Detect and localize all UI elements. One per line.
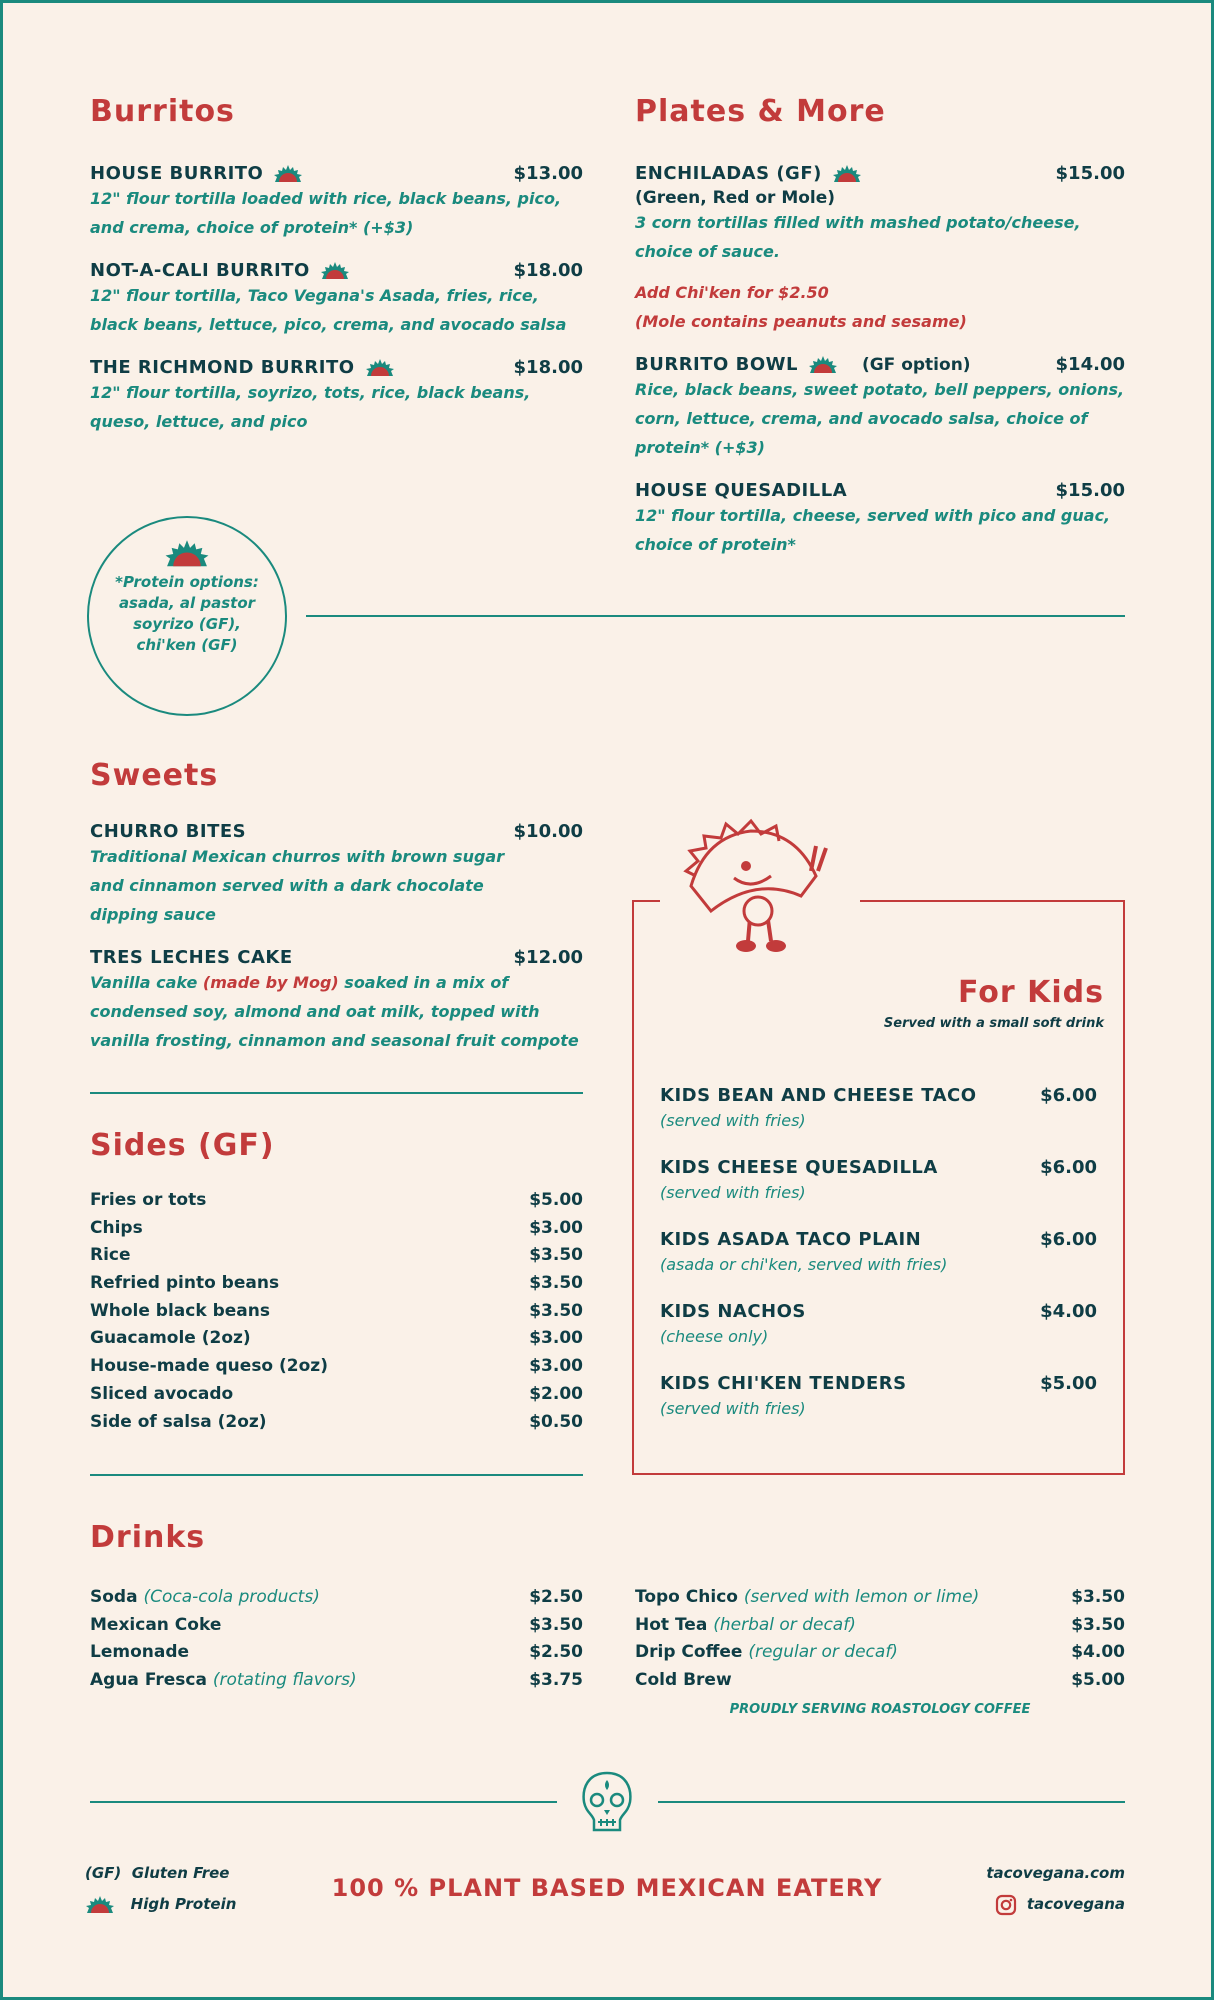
side-price: $3.00 <box>529 1217 583 1238</box>
side-price: $5.00 <box>529 1190 583 1210</box>
side-row <box>90 1187 583 1215</box>
item-price: $4.00 <box>1040 1301 1097 1322</box>
side-name: Guacamole (2oz) <box>90 1328 251 1349</box>
item-desc: (served with fries) <box>660 1183 806 1202</box>
side-name: Refried pinto beans <box>90 1273 280 1294</box>
drink-label <box>635 1639 898 1667</box>
item-price: $6.00 <box>1040 1229 1097 1250</box>
drink-row <box>635 1612 1125 1640</box>
drink-price: $3.50 <box>1071 1587 1125 1607</box>
kids-item-row <box>660 1301 1097 1322</box>
kids-item <box>660 1373 1097 1445</box>
item-desc: (served with fries) <box>660 1399 806 1418</box>
kids-item-row <box>660 1157 1097 1178</box>
drink-price: $3.50 <box>1071 1614 1125 1635</box>
kids-item <box>660 1085 1097 1157</box>
divider <box>658 1801 1125 1803</box>
drink-row <box>90 1584 583 1612</box>
website-link[interactable]: tacovegana.com <box>986 1864 1125 1882</box>
protein-text: asada, al pastor <box>118 594 256 612</box>
side-row <box>90 1215 583 1243</box>
tagline: 100 % PLANT BASED MEXICAN EATERY <box>331 1874 883 1902</box>
item-price: $18.00 <box>513 357 583 378</box>
drink-label <box>90 1584 320 1612</box>
drink-price: $5.00 <box>1071 1670 1125 1691</box>
item-desc: Vanilla cake <box>90 973 203 992</box>
item-note: Add Chi'ken for $2.50 <box>635 283 829 302</box>
drinks-left <box>90 1584 583 1695</box>
high-protein-icon <box>808 356 838 374</box>
item-desc: Traditional Mexican churros with brown sugar and cinnamon served with a dark chocolate dipping sauce <box>90 847 505 924</box>
side-name: Sliced avocado <box>90 1383 234 1404</box>
side-price: $3.50 <box>529 1245 583 1266</box>
protein-text: chi'ken (GF) <box>136 636 238 654</box>
kids-item-row <box>660 1085 1097 1106</box>
item-name: HOUSE BURRITO <box>90 163 264 184</box>
kids-item-row <box>660 1373 1097 1394</box>
drink-price: $2.50 <box>529 1587 583 1607</box>
item-subtitle: (Green, Red or Mole) <box>635 188 836 208</box>
hp-label: High Protein <box>130 1895 237 1913</box>
item-price: $10.00 <box>513 821 583 842</box>
kids-item-row <box>660 1229 1097 1250</box>
sweets-section <box>90 758 583 1055</box>
protein-text: soyrizo (GF), <box>133 615 241 633</box>
item-price: $12.00 <box>513 947 583 968</box>
drink-label <box>635 1612 856 1640</box>
item-desc: 12" flour tortilla, cheese, served with pico and guac, choice of protein* <box>635 506 1111 554</box>
drinks-right <box>635 1584 1125 1695</box>
side-price: $3.00 <box>529 1328 583 1349</box>
item-name: KIDS NACHOS <box>660 1301 806 1322</box>
divider <box>90 1474 583 1476</box>
side-name: Whole black beans <box>90 1300 270 1321</box>
burritos-title: Burritos <box>90 94 235 129</box>
item-name: KIDS BEAN AND CHEESE TACO <box>660 1085 977 1106</box>
drink-row <box>635 1639 1125 1667</box>
drink-row <box>635 1667 1125 1695</box>
item-tag: (GF option) <box>861 354 971 375</box>
menu-item <box>90 357 583 436</box>
item-desc: (cheese only) <box>660 1327 769 1346</box>
item-desc: 12" flour tortilla, soyrizo, tots, rice, black beans, queso, lettuce, and pico <box>90 383 531 431</box>
item-price: $15.00 <box>1055 163 1125 184</box>
side-price: $2.00 <box>529 1383 583 1404</box>
drink-row <box>90 1639 583 1667</box>
drink-note: (herbal or decaf) <box>713 1614 856 1635</box>
kids-item <box>660 1229 1097 1301</box>
drinks-section <box>90 1520 205 1555</box>
drink-name: Drip Coffee <box>635 1642 743 1663</box>
gf-label: Gluten Free <box>131 1864 230 1882</box>
item-desc: 12" flour tortilla, Taco Vegana's Asada, fries, rice, black beans, lettuce, pico, crema, and avocado salsa <box>90 286 567 334</box>
side-row <box>90 1409 583 1437</box>
side-row <box>90 1242 583 1270</box>
drink-name: Soda <box>90 1587 138 1607</box>
menu-item <box>90 821 583 929</box>
protein-options-badge <box>87 516 287 716</box>
kids-title: For Kids <box>958 975 1104 1010</box>
item-name: BURRITO BOWL <box>635 354 798 375</box>
item-name: KIDS CHEESE QUESADILLA <box>660 1157 938 1178</box>
drink-price: $2.50 <box>529 1642 583 1663</box>
menu-item <box>635 480 1125 559</box>
menu-item <box>635 163 1125 336</box>
kids-item <box>660 1301 1097 1373</box>
sweets-title: Sweets <box>90 758 219 793</box>
item-desc: 3 corn tortillas filled with mashed potato/cheese, choice of sauce. <box>635 213 1081 261</box>
drinks-title: Drinks <box>90 1520 206 1555</box>
side-price: $3.50 <box>529 1273 583 1294</box>
divider <box>90 1092 583 1094</box>
drink-row <box>90 1612 583 1640</box>
side-name: Rice <box>90 1245 131 1266</box>
side-row <box>90 1353 583 1381</box>
sides-title: Sides (GF) <box>90 1128 275 1163</box>
item-desc: 12" flour tortilla loaded with rice, black beans, pico, and crema, choice of protein* (+$3) <box>90 189 562 237</box>
item-desc: soaked in a mix of condensed soy, almond and oat milk, topped with vanilla frosting, cinnamon and seasonal fruit compote <box>90 973 579 1050</box>
item-name: HOUSE QUESADILLA <box>635 480 848 501</box>
kids-subtitle: Served with a small soft drink <box>883 1016 1104 1031</box>
drink-note: (Coca-cola products) <box>143 1587 320 1607</box>
taco-mascot-icon <box>676 816 846 966</box>
side-name: House-made queso (2oz) <box>90 1356 328 1377</box>
side-name: Fries or tots <box>90 1190 207 1210</box>
drink-name: Topo Chico <box>635 1587 738 1607</box>
item-price: $15.00 <box>1055 480 1125 501</box>
menu-item <box>90 163 583 242</box>
coffee-note: PROUDLY SERVING ROASTOLOGY COFFEE <box>729 1702 1031 1717</box>
high-protein-icon <box>320 262 350 280</box>
instagram-icon <box>995 1894 1017 1916</box>
side-row <box>90 1298 583 1326</box>
kids-header <box>660 975 1104 1031</box>
side-price: $3.50 <box>529 1300 583 1321</box>
menu-item <box>90 947 583 1055</box>
item-price: $18.00 <box>513 260 583 281</box>
drink-note: (regular or decaf) <box>748 1642 898 1663</box>
item-desc-highlight: (made by Mog) <box>202 973 339 992</box>
item-price: $13.00 <box>513 163 583 184</box>
drink-label <box>90 1667 357 1695</box>
gf-key: (GF) <box>85 1864 122 1882</box>
drink-label <box>90 1639 189 1667</box>
menu-item <box>635 354 1125 462</box>
item-note: (Mole contains peanuts and sesame) <box>635 312 967 331</box>
item-price: $5.00 <box>1040 1373 1097 1394</box>
high-protein-icon <box>273 165 303 183</box>
protein-text: *Protein options: <box>115 573 259 591</box>
item-desc: (served with fries) <box>660 1111 806 1130</box>
item-name: THE RICHMOND BURRITO <box>90 357 355 378</box>
side-name: Side of salsa (2oz) <box>90 1411 267 1432</box>
drink-note: (rotating flavors) <box>212 1670 357 1691</box>
plates-title: Plates & More <box>635 94 886 129</box>
drink-row <box>635 1584 1125 1612</box>
high-protein-icon <box>164 540 210 568</box>
drink-price: $4.00 <box>1071 1642 1125 1663</box>
kids-item <box>660 1157 1097 1229</box>
item-price: $6.00 <box>1040 1085 1097 1106</box>
divider <box>306 615 1125 617</box>
plates-section <box>635 94 1125 559</box>
high-protein-icon <box>365 359 395 377</box>
menu-item <box>90 260 583 339</box>
drink-name: Agua Fresca <box>90 1670 207 1691</box>
drink-label <box>90 1612 221 1640</box>
drink-row <box>90 1667 583 1695</box>
side-price: $0.50 <box>529 1411 583 1432</box>
drink-name: Cold Brew <box>635 1670 732 1691</box>
sugar-skull-icon <box>578 1770 636 1836</box>
drink-label <box>635 1667 732 1695</box>
drink-name: Lemonade <box>90 1642 190 1663</box>
item-name: KIDS CHI'KEN TENDERS <box>660 1373 907 1394</box>
contact <box>986 1858 1125 1920</box>
item-price: $6.00 <box>1040 1157 1097 1178</box>
item-price: $14.00 <box>1055 354 1125 375</box>
side-row <box>90 1381 583 1409</box>
side-row <box>90 1325 583 1353</box>
item-desc: (asada or chi'ken, served with fries) <box>660 1255 948 1274</box>
drink-name: Hot Tea <box>635 1614 708 1635</box>
item-name: TRES LECHES CAKE <box>90 947 293 968</box>
side-name: Chips <box>90 1217 143 1238</box>
drink-name: Mexican Coke <box>90 1614 222 1635</box>
item-name: NOT-A-CALI BURRITO <box>90 260 310 281</box>
drink-price: $3.75 <box>529 1670 583 1691</box>
high-protein-icon <box>85 1896 115 1914</box>
drink-note: (served with lemon or lime) <box>743 1587 980 1607</box>
drink-label <box>635 1584 979 1612</box>
drink-price: $3.50 <box>529 1614 583 1635</box>
kids-list <box>660 1085 1097 1445</box>
item-name: CHURRO BITES <box>90 821 247 842</box>
legend <box>85 1858 236 1920</box>
burritos-section <box>90 94 583 436</box>
item-desc: Rice, black beans, sweet potato, bell peppers, onions, corn, lettuce, crema, and avocado salsa, choice of protein* (+$3) <box>635 380 1125 457</box>
side-price: $3.00 <box>529 1356 583 1377</box>
item-name: ENCHILADAS (GF) <box>635 163 822 184</box>
sides-section <box>90 1128 583 1436</box>
high-protein-icon <box>832 165 862 183</box>
side-row <box>90 1270 583 1298</box>
item-name: KIDS ASADA TACO PLAIN <box>660 1229 922 1250</box>
instagram-link[interactable]: tacovegana <box>1026 1895 1125 1913</box>
divider <box>90 1801 557 1803</box>
